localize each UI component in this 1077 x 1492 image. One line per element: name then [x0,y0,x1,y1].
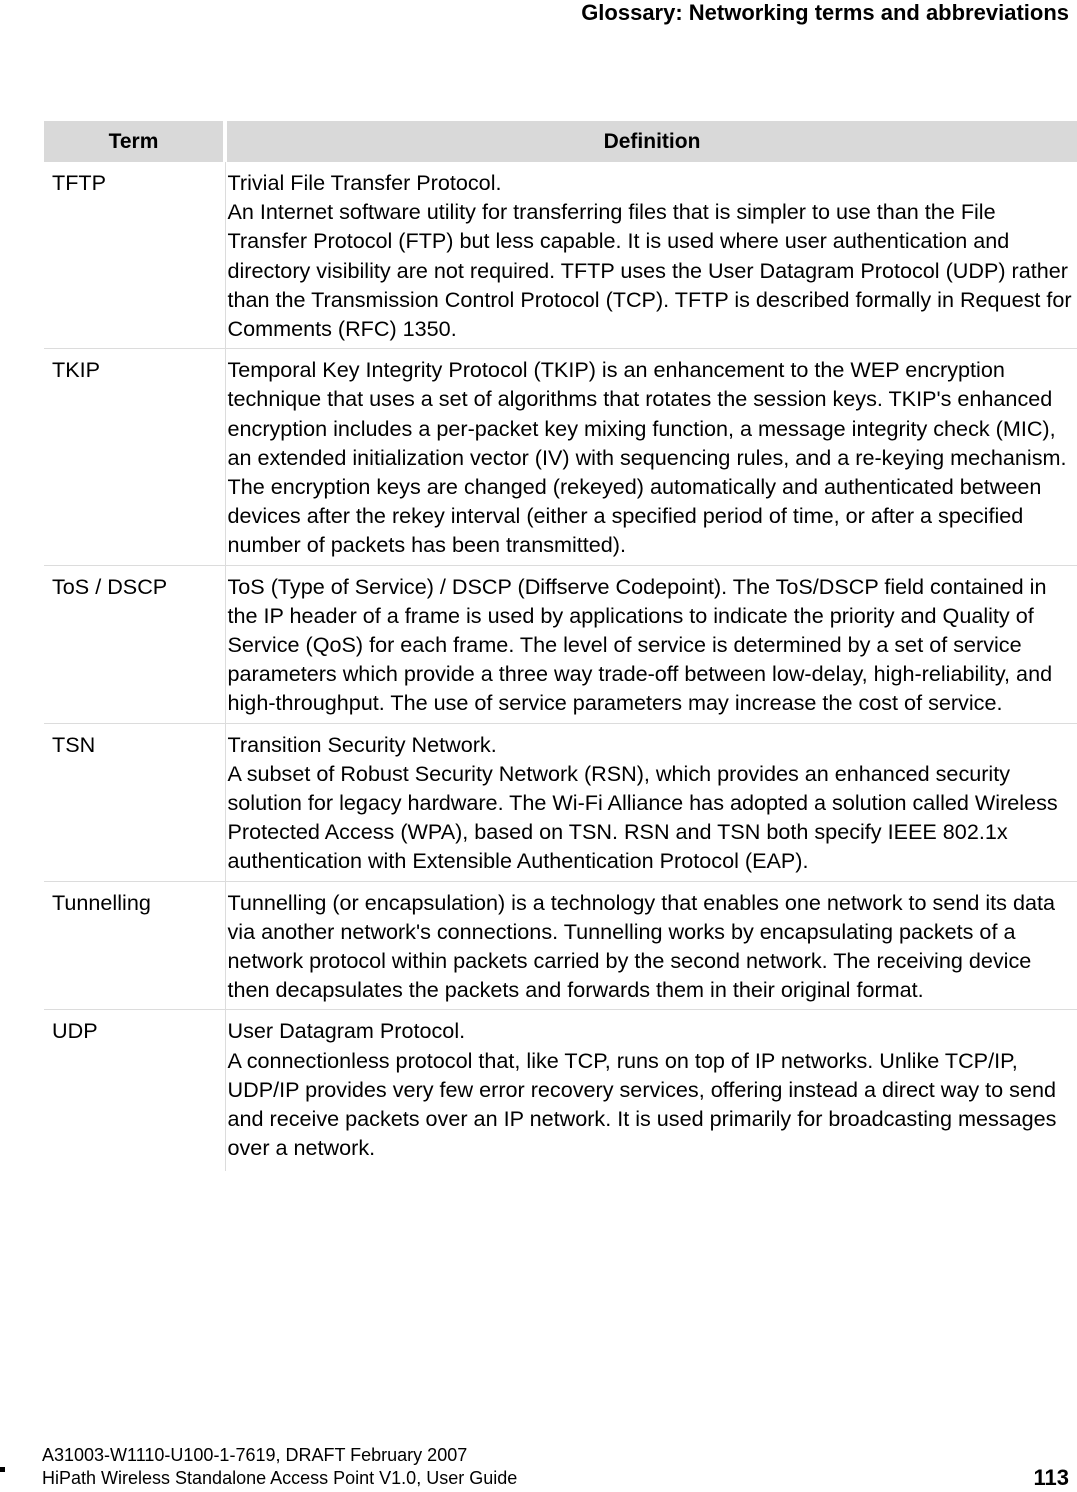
term-cell: TFTP [44,162,225,349]
definition-body: A connectionless protocol that, like TCP, runs on top of IP networks. Unlike TCP/IP, UDP/IP provides very few error recovery services, offering instead a direct way to send and receive packets over an IP network. It is used primarily for broadcasting messages over a network. [227,1047,1057,1161]
definition-body: A subset of Robust Security Network (RSN), which provides an enhanced security solution for legacy hardware. The Wi-Fi Alliance has adopted a solution called Wireless Protected Access (WPA), based on TSN. RSN and TSN both specify IEEE 802.1x authentication with Extensible Authentication Protocol (EAP). [227,760,1058,874]
definition-column-header: Definition [225,121,1077,162]
table-row [44,565,1077,723]
definition-cell [225,565,1077,723]
term-cell: ToS / DSCP [44,565,225,723]
table-row [44,162,1077,349]
page-number: 113 [1033,1465,1069,1490]
definition-cell [225,723,1077,881]
page-title: Glossary: Networking terms and abbreviations [581,0,1069,25]
term-cell: TKIP [44,349,225,565]
definition-body: Tunnelling (or encapsulation) is a technology that enables one network to send its data via another network's connections. Tunnelling works by encapsulating packets of a network protocol within packets carried by the second network. The receiving device then decapsulates the packets and forwards them in their original format. [227,889,1055,1003]
term-cell: TSN [44,723,225,881]
table-row [44,723,1077,881]
definition-body: An Internet software utility for transferring files that is simpler to use than the File Transfer Protocol (FTP) but less capable. It is used where user authentication and directory visibility are not required. TFTP uses the User Datagram Protocol (UDP) rather than the Transmission Control Protocol (TCP). TFTP is described formally in Request for Comments (RFC) 1350. [227,199,1072,342]
definition-lead: User Datagram Protocol. [227,1018,466,1044]
footer-product: HiPath Wireless Standalone Access Point V1.0, User Guide [42,1468,518,1488]
definition-lead: Trivial File Transfer Protocol. [227,170,502,195]
table-row [44,881,1077,1010]
term-column-header: Term [44,121,225,162]
definition-body: Temporal Key Integrity Protocol (TKIP) is an enhancement to the WEP encryption technique that uses a set of algorithms that rotates the session keys. TKIP's enhanced encryption includes a per-packet key mixing function, a message integrity check (MIC), an extended initialization vector (IV) with sequencing rules, and a re-keying mechanism. The encryption keys are changed (rekeyed) automatically and authenticated between devices after the rekey interval (either a specified period of time, or after a specified number of packets has been transmitted). [227,357,1067,558]
definition-body: ToS (Type of Service) / DSCP (Diffserve Codepoint). The ToS/DSCP field contained in the IP header of a frame is used by applications to indicate the priority and Quality of Service (QoS) for each frame. The level of service is determined by a set of service parameters which provide a three way trade-off between low-delay, high-reliability, and high-throughput. The use of service parameters may increase the cost of service. [227,573,1053,716]
term-cell: Tunnelling [44,881,225,1010]
definition-cell [225,1010,1077,1171]
term-cell: UDP [52,1018,98,1044]
definition-cell [225,881,1077,1010]
footer-info [42,1444,517,1490]
table-row [44,1010,1077,1171]
footer-marker [0,1467,5,1472]
definition-cell [225,162,1077,349]
table-row [44,349,1077,565]
footer-doc-id: A31003-W1110-U100-1-7619, DRAFT February 2007 [42,1445,468,1465]
definition-lead: Transition Security Network. [227,731,497,757]
table-header-row [44,121,1077,162]
glossary-table [44,121,1077,1171]
definition-cell [225,349,1077,565]
